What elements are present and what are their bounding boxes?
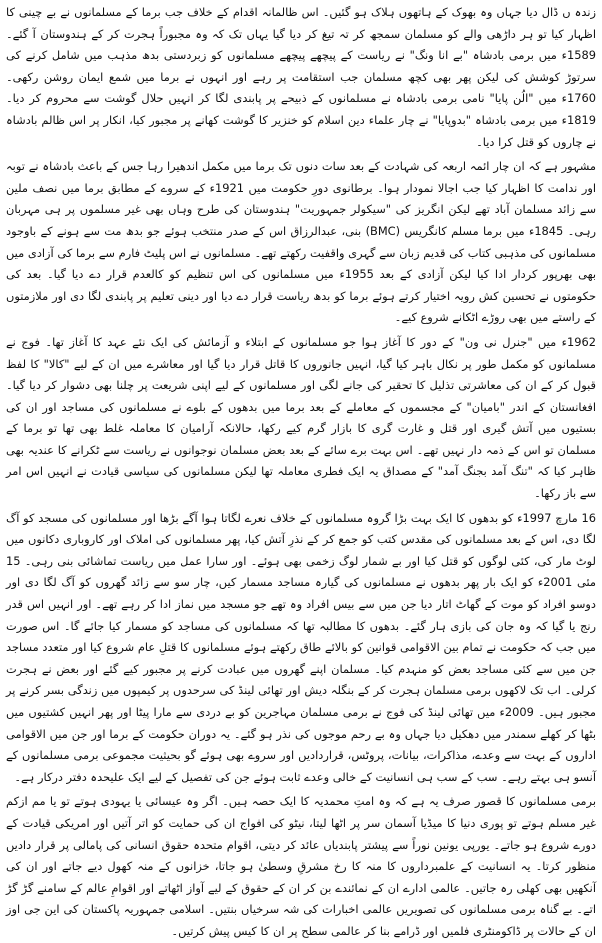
article-paragraph-4: 16 مارچ 1997ء کو بدھوں کا ایک بہت بڑا گروہ مسلمانوں کے خلاف نعرے لگاتا ہوا آگے بڑھا اور مسلمانوں کی مسجد کو آگ لگا دی، اس کے بعد مسلمانوں کی مقدس کتب کو جمع کر کے نذرِ آتش کیا، پھر مسلمانوں کی املاک اور کاروباری دکانوں میں لوٹ مار کی، کئی لوگوں کو قتل کیا اور بے شمار لوگ زخمی بھی ہوئے۔ اور سارا عمل میں ریاست تماشائی بنی رہی۔ 15 مئی 2001ء کو ایک بار پھر بدھوں نے مسلمانوں کی گیارہ مساجد مسمار کیں، چار سو سے زائد گھروں کو آگ لگا دی اور دوسو افراد کو موت کے گھاٹ اتار دیا جن میں سے بیس افراد وہ تھے جو مسجد میں نماز ادا کر رہے تھے۔ اور انہیں اس قدر رنج یا گیا کہ وہ جان کی بازی ہار گئے۔ بدھوں کا مطالبہ تھا کہ مسلمانوں کی مساجد کو مسمار کیا جائے گا۔ اس صورت میں جب کہ حکومت نے تمام بین الاقوامی قوانین کو بالائے طاق رکھتے ہوئے مسلمانوں کا قتلِ عام شروع کیا اور متعدد مساجد جن میں سے کئی مساجد بعض کو منہدم کیا۔ مسلمان اپنے گھروں میں عبادت کرنے پر مجبور کیے گئے اور بعض نے ہجرت کرلی۔ اب تک لاکھوں برمی مسلمان ہجرت کر کے بنگلہ دیش اور تھائی لینڈ کی سرحدوں پر کیمپوں میں زندگی بسر کرنے پر مجبور ہیں۔ 2009ء میں تھائی لینڈ کی فوج نے برمی مسلمان مہاجرین کو بے دردی سے مارا پیٹا اور پھر انہیں کشتیوں میں بٹھا کر کھلے سمندر میں دھکیل دیا جہاں وہ بے رحم موجوں کی نذر ہو گئے۔ یہ دوران حکومت کے برما اور جن میں الاقوامی اداروں کے بہت سے وعدے، مذاکرات، بیانات، پروٹس، قراردادیں اور سروے بھی ہوئے گو بحیثیت مجموعی برمی مسلمانوں کے آنسو ہی بہتے رہے۔ سب کے سب ہی انسانیت کے خالی وعدے ثابت ہوئے جن کی تفصیل کے لیے ایک علیحدہ دفتر درکار ہے۔ (6, 510, 596, 784)
article-paragraph-1: زندہ ں ڈال دیا جہاں وہ بھوک کے ہاتھوں ہلاک ہو گئیں۔ اس ظالمانہ اقدام کے خلاف جب برما کے مسلمانوں نے بے چینی کا اظہار کیا تو ہر داڑھی والے کو مسلمان سمجھ کر تہ تیغ کر دیا گیا یہاں تک کہ وہ مجبوراً ہجرت کر کے ہندوستان آ گئے۔ 1589ء میں برمی بادشاہ "بے انا ونگ" نے ریاست کے پیچھے پیچھے مسلمانوں کو زبردستی بدھ مذہب میں شامل کرنے کی سرتوڑ کوشش کی لیکن پھر بھی کچھ مسلمان جب استقامت پر رہے اور انہوں نے برما میں شمع ایمان روشن رکھی۔ 1760ء میں "الُن پایا" نامی برمی بادشاہ نے مسلمانوں کے ذبیحے پر پابندی لگا کر انہیں حلال گوشت سے محروم کر دیا۔ 1819ء میں برمی بادشاہ "بدوپایا" نے چار علماء دین اسلام کو خنزیر کا گوشت کھانے پر مجبور کیا، انکار پر اس ظالم بادشاہ نے چاروں کو قتل کرا دیا۔ (6, 5, 596, 149)
article-paragraph-2: مشہور ہے کہ ان چار ائمہ اربعہ کی شہادت کے بعد سات دنوں تک برما میں مکمل اندھیرا رہا جس کے باعث بادشاہ نے توبہ اور ندامت کا اظہار کیا جب اجالا نمودار ہوا۔ برطانوی دورِ حکومت میں 1921ء کے سروے کے مطابق برما میں نصف ملین سے زائد مسلمان آباد تھے لیکن انگریز کی "سیکولر جمہوریت" ہندوستان کی طرح وہاں بھی غیر مسلموں پر ہی مہربان رہی۔ 1845ء میں برما مسلم کانگریس (BMC) بنی، عبدالرزاق اس کے صدر منتخب ہوئے جو بدھ مت سے ہونے کے باوجود مسلمانوں کی مذہبی کتاب کی قدیم زبان سے گہری واقفیت رکھتے تھے۔ مسلمانوں نے اس پلیٹ فارم سے برما کی آزادی میں بھی بھرپور کردار ادا کیا لیکن آزادی کے بعد 1955ء میں مسلمانوں کی اس تنظیم کو کالعدم قرار دے دیا گیا۔ بعد کی حکومتوں نے تحسین کش رویہ اختیار کرتے ہوئے برما کو بدھ ریاست قرار دے دیا اور دینی تعلیم پر پابندی لگا دی اور ملازمتوں کے راستے میں بھی روڑے اٹکانے شروع کیے۔ (6, 159, 597, 325)
article-paragraph-3: 1962ء میں "جنرل نی ون" کے دور کا آغاز ہوا جو مسلمانوں کے ابتلاء و آزمائش کی ایک نئے عہد کا آغاز تھا۔ فوج نے مسلمانوں کو مکمل طور پر نکال باہر کیا گیا، انہیں جانوروں کا قاتل قرار دیا گیا اور معاشرے میں ان کے لیے "کالا" کا لفظ قبول کر کے ان کی معاشرتی تذلیل کا تحقیر کی جانے لگی اور مسلمانوں کے لیے اپنی شریعت پر چلنا بھی دشوار کر دیا گیا۔ افغانستان کے اندر "بامیان" کے مجسموں کے معاملے کے بعد برما میں بدھوں کے بلوے نے مسلمانوں کی مساجد اور ان کی بستیوں میں آتش گیری اور قتل و غارت گری کا بازار گرم کیے رکھا، حالانکہ آرامیان کا معاملہ غلط بھی تھا تو برما کے مسلمان تو اس کے ذمہ دار نہیں تھے۔ اس بہت برے سائے کے بعد بعض مسلمان نوجوانوں نے ریاست سے ٹکرانے کا عندیہ بھی ظاہر کیا کہ "تنگ آمد بجنگ آمد" کے مصداق یہ ایک فطری معاملہ تھا لیکن مسلمانوں کی سیاسی قیادت نے انہیں اس امر سے باز رکھا۔ (6, 334, 596, 501)
article-paragraph-5: برمی مسلمانوں کا قصور صرف یہ ہے کہ وہ امتِ محمدیہ کا ایک حصہ ہیں۔ اگر وہ عیسائی یا یہودی ہوتے تو یا مم ازکم غیر مسلم ہوتے تو پوری دنیا کا میڈیا آسمان سر پر اٹھا لیتا، نیٹو کی افواج ان کی حمایت کو اتر آتیں اور امریکی قیادت کے دورے شروع ہو جاتے۔ یورپی یونین نوراً سے پیشتر پابندیاں عائد کر دیتی، اقوام متحدہ حقوق انسانی کی پامالی پر قرار دادیں منظور کرتا۔ یہ انسانیت کے علمبرداروں کا منہ کا رخ مشرقِ وسطیٰ ہو جاتا، خزانوں کے منہ کھول دیے جاتے اور ان کی آنکھیں بھی کھلی رہ جاتیں۔ عالمی ادارے ان کے نمائندے بن کر ان کے حقوق کے لیے آواز اٹھاتے اور اقوامِ عالم کے سامنے گڑ گڑ اتے۔ بے گناہ برمی مسلمانوں کی تصویریں عالمی اخبارات کی شہ سرخیاں بنتیں۔ اسلامی جمہوریہ پاکستان کی این جی اوز ان کے حالات پر ڈاکومنٹری فلمیں اور ڈرامے بنا کر عالمی سطح پر ان کا کیس پیش کرتیں۔ (6, 794, 596, 938)
